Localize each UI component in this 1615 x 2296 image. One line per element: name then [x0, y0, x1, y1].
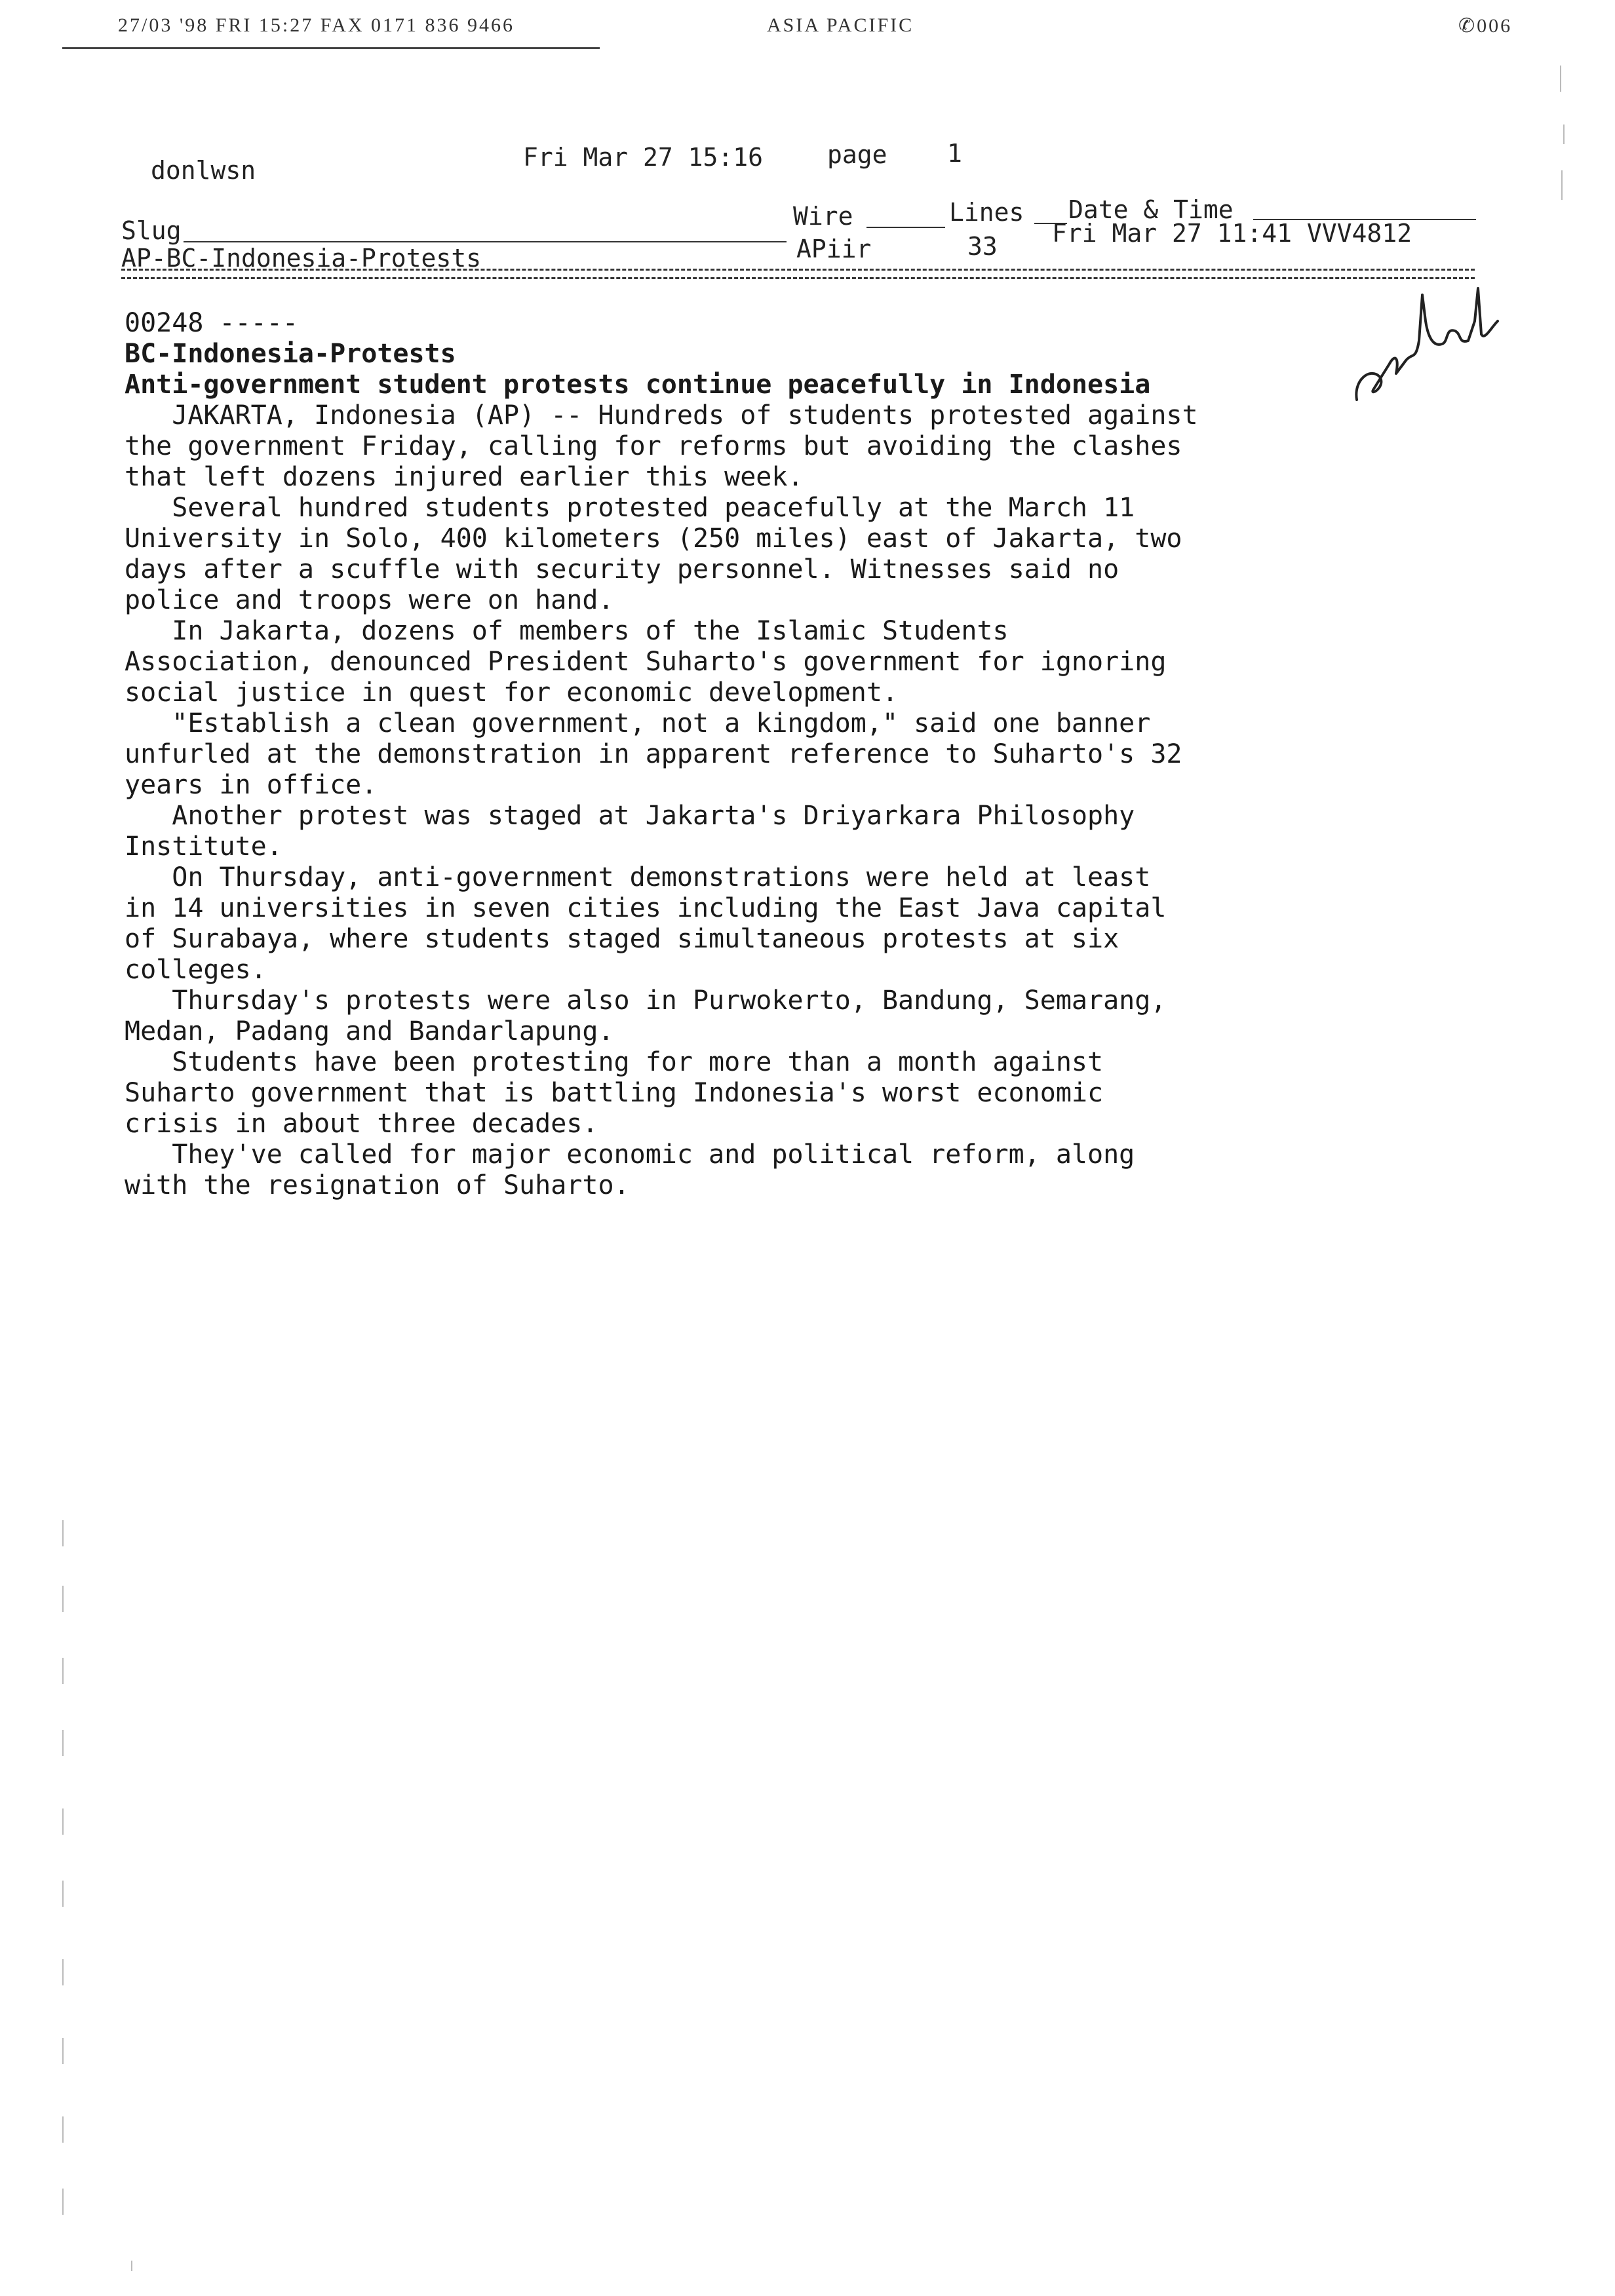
story-line: years in office. [125, 770, 378, 800]
story-line: colleges. [125, 955, 267, 985]
story-line: Another protest was staged at Jakarta's Driyarkara Philosophy [125, 801, 1135, 831]
story-line: in 14 universities in seven cities including the East Java capital [125, 893, 1167, 923]
story-line: unfurled at the demonstration in apparent reference to Suharto's 32 [125, 739, 1182, 769]
fax-page-code: ✆006 [1458, 15, 1513, 37]
story-line: Institute. [125, 832, 282, 862]
fax-date-time: 27/03 '98 FRI 15:27 FAX 0171 836 9466 [118, 14, 515, 36]
story-line: police and troops were on hand. [125, 585, 614, 615]
fax-header-underline [62, 47, 600, 49]
story-line: University in Solo, 400 kilometers (250 miles) east of Jakarta, two [125, 524, 1182, 554]
story-id-line: 00248 ----- [125, 308, 298, 338]
story-line: Medan, Padang and Bandarlapung. [125, 1016, 614, 1046]
story-line: of Surabaya, where students staged simultaneous protests at six [125, 924, 1119, 954]
lines-value: 33 [967, 232, 998, 261]
wire-header: Wire [793, 202, 853, 231]
story-line: Several hundred students protested peacefully at the March 11 [125, 493, 1135, 523]
story-line: Association, denounced President Suharto's government for ignoring [125, 647, 1167, 677]
story-line: They've called for major economic and political reform, along [125, 1139, 1135, 1170]
story-line: Thursday's protests were also in Purwokerto, Bandung, Semarang, [125, 985, 1167, 1016]
story-line: Suharto government that is battling Indonesia's worst economic [125, 1078, 1104, 1108]
table-double-rule [121, 269, 1475, 279]
story-line: On Thursday, anti-government demonstrations were held at least [125, 862, 1151, 892]
slug-value: AP-BC-Indonesia-Protests [121, 244, 482, 273]
print-page-number: 1 [947, 139, 962, 168]
slug-underline [184, 241, 787, 242]
story-line: Students have been protesting for more than a month against [125, 1047, 1104, 1077]
story-line: social justice in quest for economic development. [125, 678, 899, 708]
story-line: "Establish a clean government, not a kingdom," said one banner [125, 708, 1151, 738]
fax-sender: ASIA PACIFIC [767, 14, 914, 36]
handwritten-initials [1344, 282, 1514, 413]
story-line: the government Friday, calling for reforms but avoiding the clashes [125, 431, 1182, 461]
slug-header: Slug [121, 216, 182, 245]
story-body [125, 308, 1435, 1201]
fax-header [0, 0, 1615, 59]
story-line: In Jakarta, dozens of members of the Islamic Students [125, 616, 1009, 646]
lines-header: Lines [949, 198, 1024, 227]
story-line: days after a scuffle with security personnel. Witnesses said no [125, 554, 1119, 584]
story-lines [125, 400, 1435, 1201]
print-page-label: page [827, 140, 887, 169]
story-line: crisis in about three decades. [125, 1109, 598, 1139]
story-category: BC-Indonesia-Protests [125, 339, 456, 369]
story-line: that left dozens injured earlier this week. [125, 462, 804, 492]
wire-value: APiir [796, 235, 872, 263]
date-time-value: Fri Mar 27 11:41 VVV4812 [1052, 219, 1412, 248]
date-time-header: Date & Time [1068, 195, 1234, 224]
story-line: JAKARTA, Indonesia (AP) -- Hundreds of students protested against [125, 400, 1198, 430]
story-headline: Anti-government student protests continue peacefully in Indonesia [125, 370, 1151, 400]
wire-underline [866, 227, 945, 228]
story-line: with the resignation of Suharto. [125, 1170, 630, 1200]
print-timestamp: Fri Mar 27 15:16 [523, 143, 764, 172]
print-user: donlwsn [151, 156, 256, 185]
